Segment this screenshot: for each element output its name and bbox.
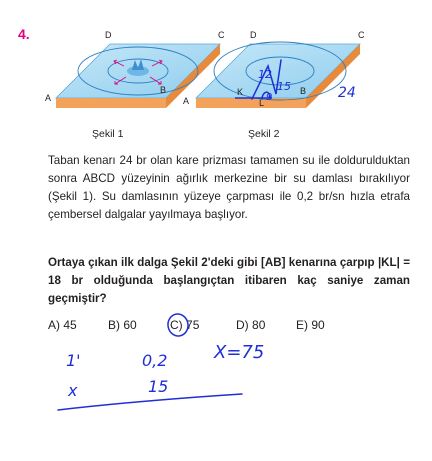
answer-circle (166, 312, 190, 337)
choice-e[interactable]: E) 90 (296, 318, 325, 332)
fraction-line (58, 394, 242, 410)
hand-row1-left: 1' (66, 351, 81, 370)
figure2-caption: Şekil 2 (248, 128, 280, 140)
hand-fifteen: 15 (277, 80, 291, 93)
figure1-label-c: C (218, 30, 225, 40)
figure2-label-k: K (237, 87, 244, 97)
choice-a[interactable]: A) 45 (48, 318, 77, 332)
figure2-label-a: A (183, 96, 190, 106)
hand-row2-left: x (68, 381, 78, 400)
question-prompt: Ortaya çıkan ilk dalga Şekil 2'deki gibi [AB] kenarına çarpıp |KL| = 18 br olduğunda başlangıçtan itibaren kaç saniye zaman geçmiştir? (48, 256, 410, 305)
hand-nine: 9 (266, 92, 273, 103)
figure2-label-d: D (250, 30, 257, 40)
hand-row1-right: 0,2 (142, 351, 168, 370)
figure2-label-b: B (300, 86, 307, 96)
hand-result: X=75 (214, 342, 265, 363)
figure1-label-b: B (160, 85, 167, 95)
hand-twelve: 12 (258, 68, 272, 81)
question-paragraph: Taban kenarı 24 br olan kare prizması tamamen su ile doldurulduktan sonra ABCD yüzeyinin ağırlık merkezine bir su damlası bırakılıyor (Şekil 1). Su damlasının yüzeye çarpması ile 0,2 br/sn hızla etrafa çembersel dalgalar yayılmaya başlıyor. (48, 154, 410, 221)
figure1-caption: Şekil 1 (92, 128, 124, 140)
question-number: 4. (18, 26, 30, 42)
hand-row2-right: 15 (148, 377, 169, 396)
choice-c[interactable]: C) 75 (170, 318, 200, 332)
choice-b[interactable]: B) 60 (108, 318, 137, 332)
figure1-label-a: A (45, 93, 52, 103)
choice-d[interactable]: D) 80 (236, 318, 266, 332)
figure2-label-l: L (259, 98, 265, 108)
figure1-label-d: D (105, 30, 112, 40)
hand-twenty-four: 24 (338, 85, 356, 101)
figure2-label-c: C (358, 30, 365, 40)
